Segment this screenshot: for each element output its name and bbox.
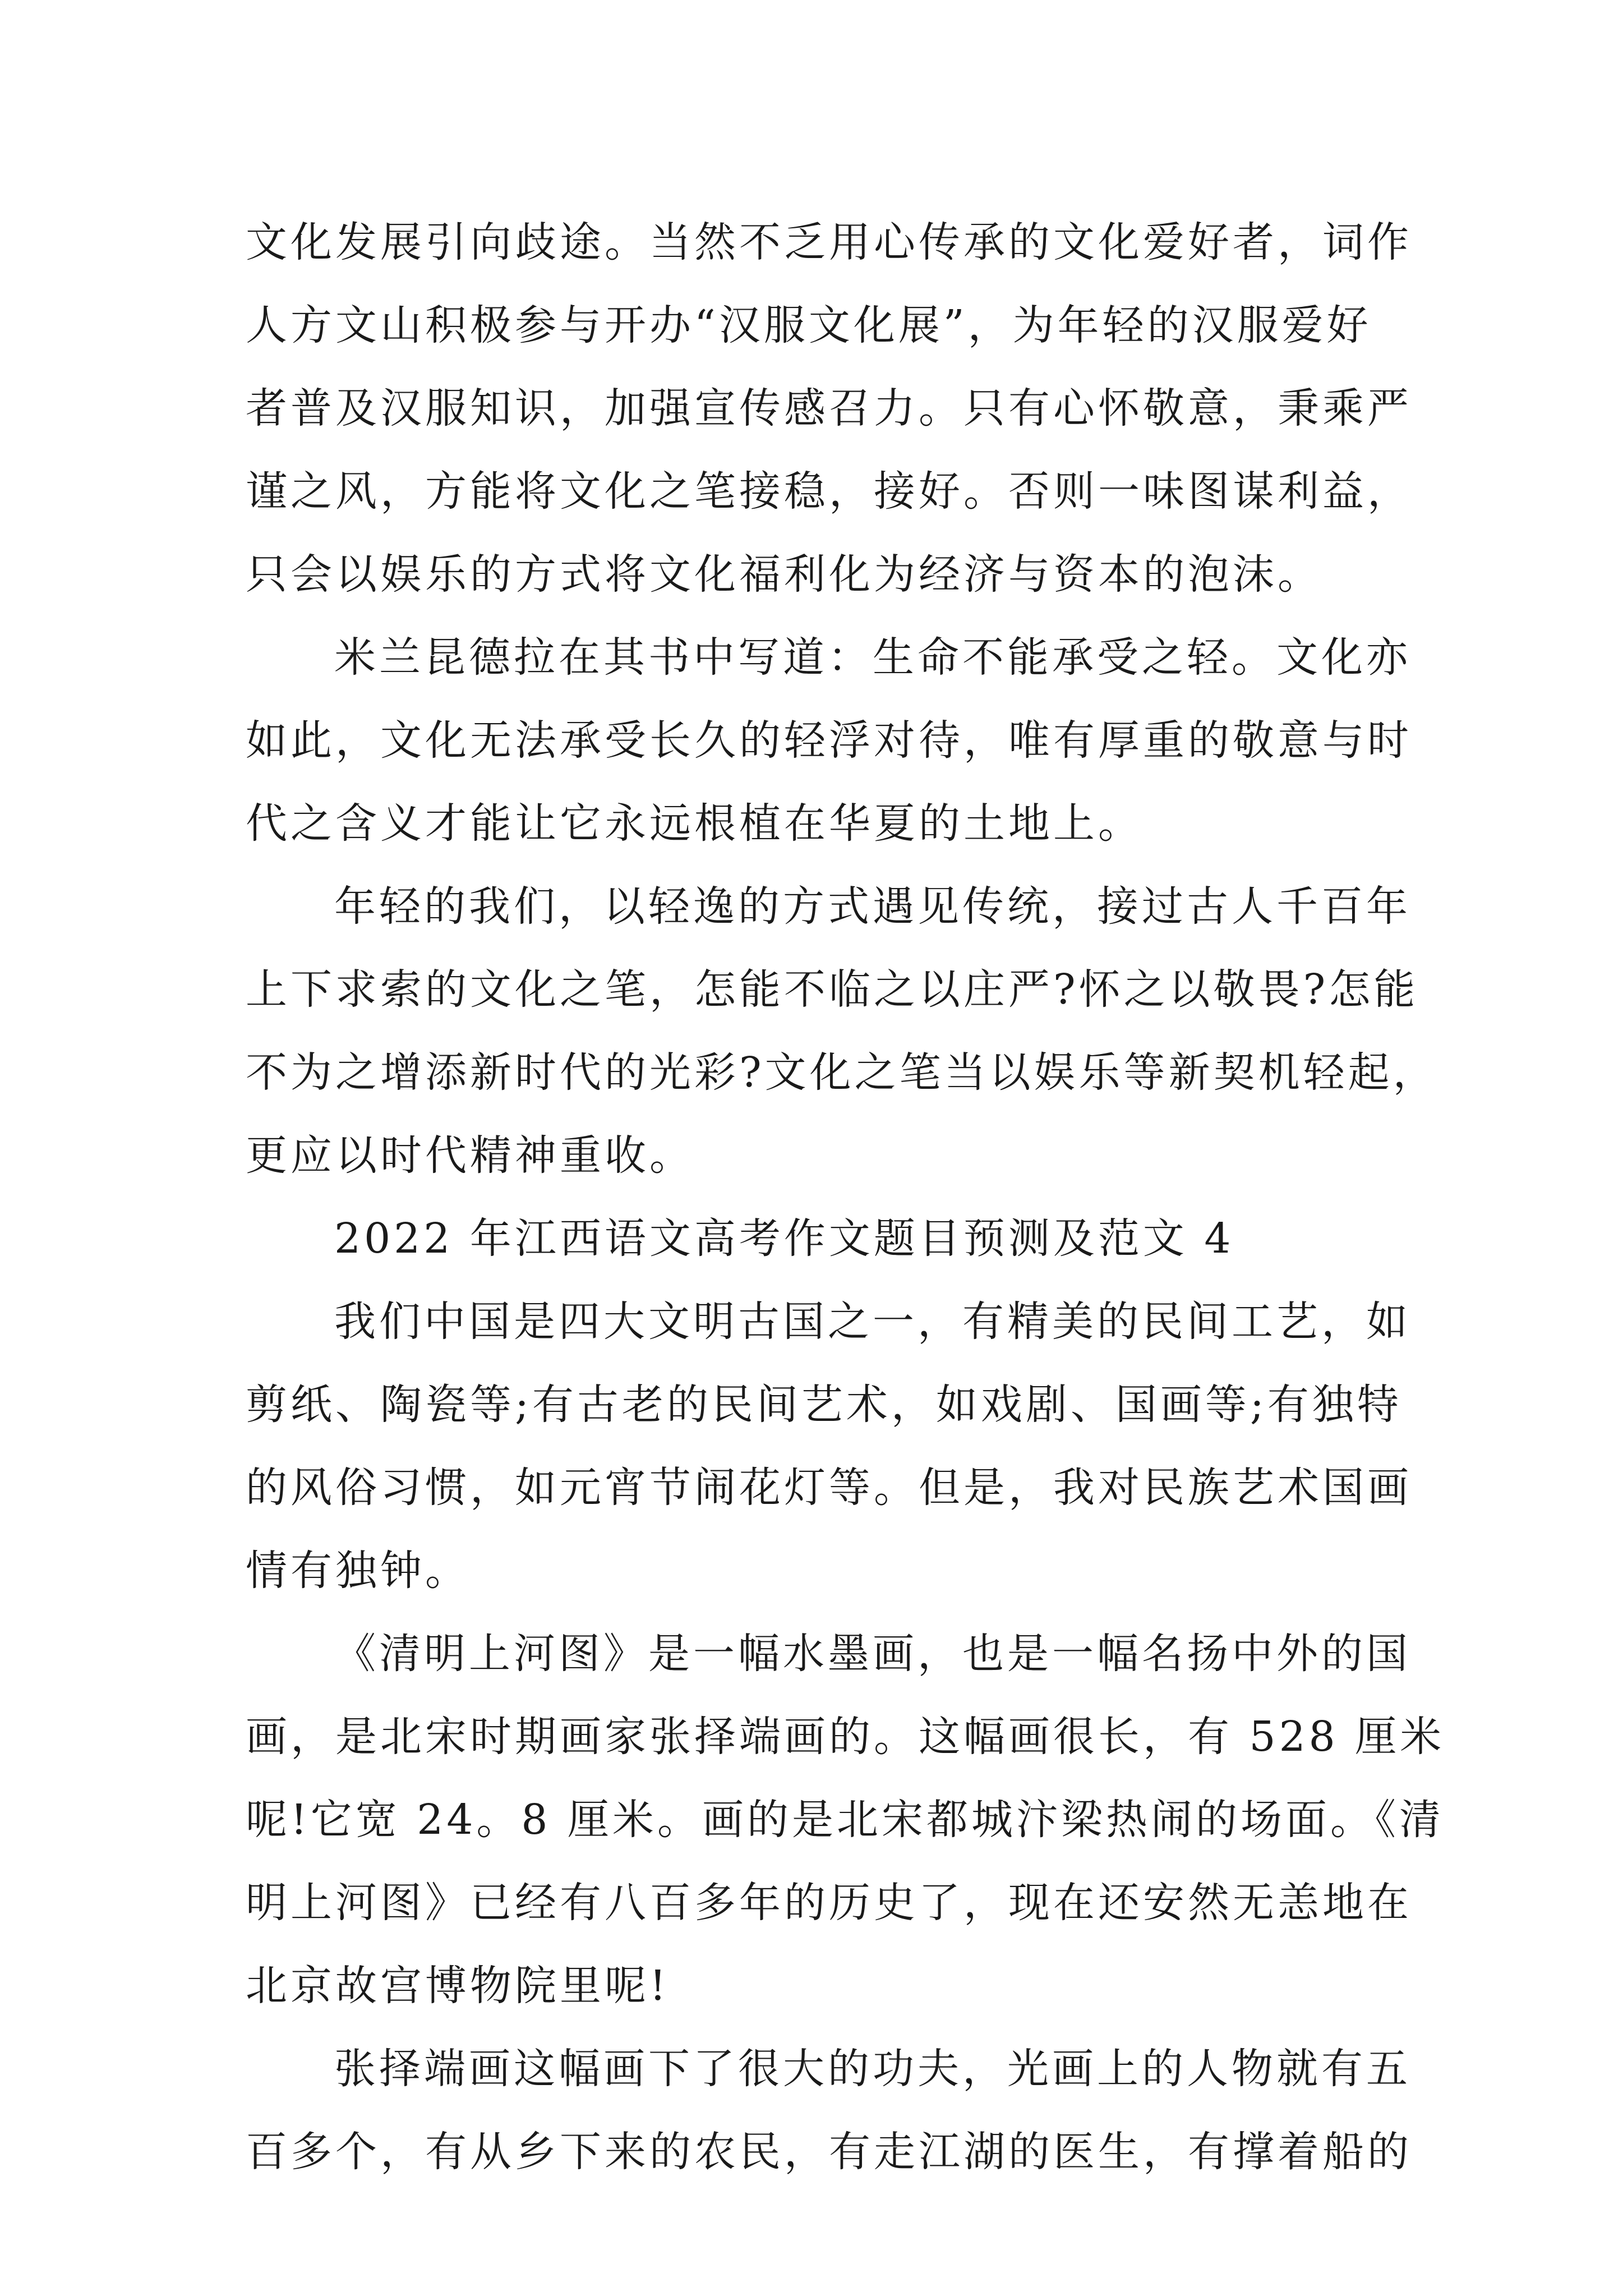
text-line: 只会以娱乐的方式将文化福利化为经济与资本的泡沫。 <box>246 550 1322 599</box>
paragraph-first-line: 张择端画这幅画下了很大的功夫，光画上的人物就有五 <box>334 2045 1411 2093</box>
text-line: 如此，文化无法承受长久的轻浮对待，唯有厚重的敬意与时 <box>246 716 1412 765</box>
text-line: 的风俗习惯，如元宵节闹花灯等。但是，我对民族艺术国画 <box>246 1464 1412 1512</box>
text-line: 人方文山积极参与开办“汉服文化展”，为年轻的汉服爱好 <box>246 301 1372 349</box>
text-line: 剪纸、陶瓷等;有古老的民间艺术，如戏剧、国画等;有独特 <box>246 1381 1402 1429</box>
text-line: 呢!它宽 24。8 厘米。画的是北宋都城汴梁热闹的场面。《清 <box>246 1796 1445 1844</box>
text-line: 不为之增添新时代的光彩?文化之笔当以娱乐等新契机轻起， <box>246 1048 1438 1097</box>
text-line: 百多个，有从乡下来的农民，有走江湖的医生，有撑着船的 <box>246 2128 1412 2176</box>
text-line: 明上河图》已经有八百多年的历史了，现在还安然无恙地在 <box>246 1879 1412 1927</box>
text-line: 谨之风，方能将文化之笔接稳，接好。否则一味图谋利益， <box>246 467 1412 516</box>
text-line: 代之含义才能让它永远根植在华夏的土地上。 <box>246 799 1143 848</box>
text-line: 画，是北宋时期画家张择端画的。这幅画很长，有 528 厘米 <box>246 1713 1445 1761</box>
document-body <box>246 201 1445 2193</box>
text-line: 北京故宫博物院里呢! <box>246 1962 670 2010</box>
paragraph-first-line: 年轻的我们，以轻逸的方式遇见传统，接过古人千百年 <box>334 882 1411 931</box>
paragraph-first-line: 米兰昆德拉在其书中写道：生命不能承受之轻。文化亦 <box>334 633 1411 682</box>
text-line: 文化发展引向歧途。当然不乏用心传承的文化爱好者，词作 <box>246 218 1412 266</box>
paragraph-first-line: 《清明上河图》是一幅水墨画，也是一幅名扬中外的国 <box>334 1630 1411 1678</box>
paragraph-first-line: 我们中国是四大文明古国之一，有精美的民间工艺，如 <box>334 1297 1411 1346</box>
text-line: 者普及汉服知识，加强宣传感召力。只有心怀敬意，秉乘严 <box>246 384 1412 432</box>
text-line: 上下求索的文化之笔，怎能不临之以庄严?怀之以敬畏?怎能 <box>246 965 1419 1014</box>
text-line: 情有独钟。 <box>246 1547 470 1595</box>
text-line: 更应以时代精神重收。 <box>246 1131 694 1180</box>
section-heading: 2022 年江西语文高考作文题目预测及范文 4 <box>334 1214 1234 1263</box>
